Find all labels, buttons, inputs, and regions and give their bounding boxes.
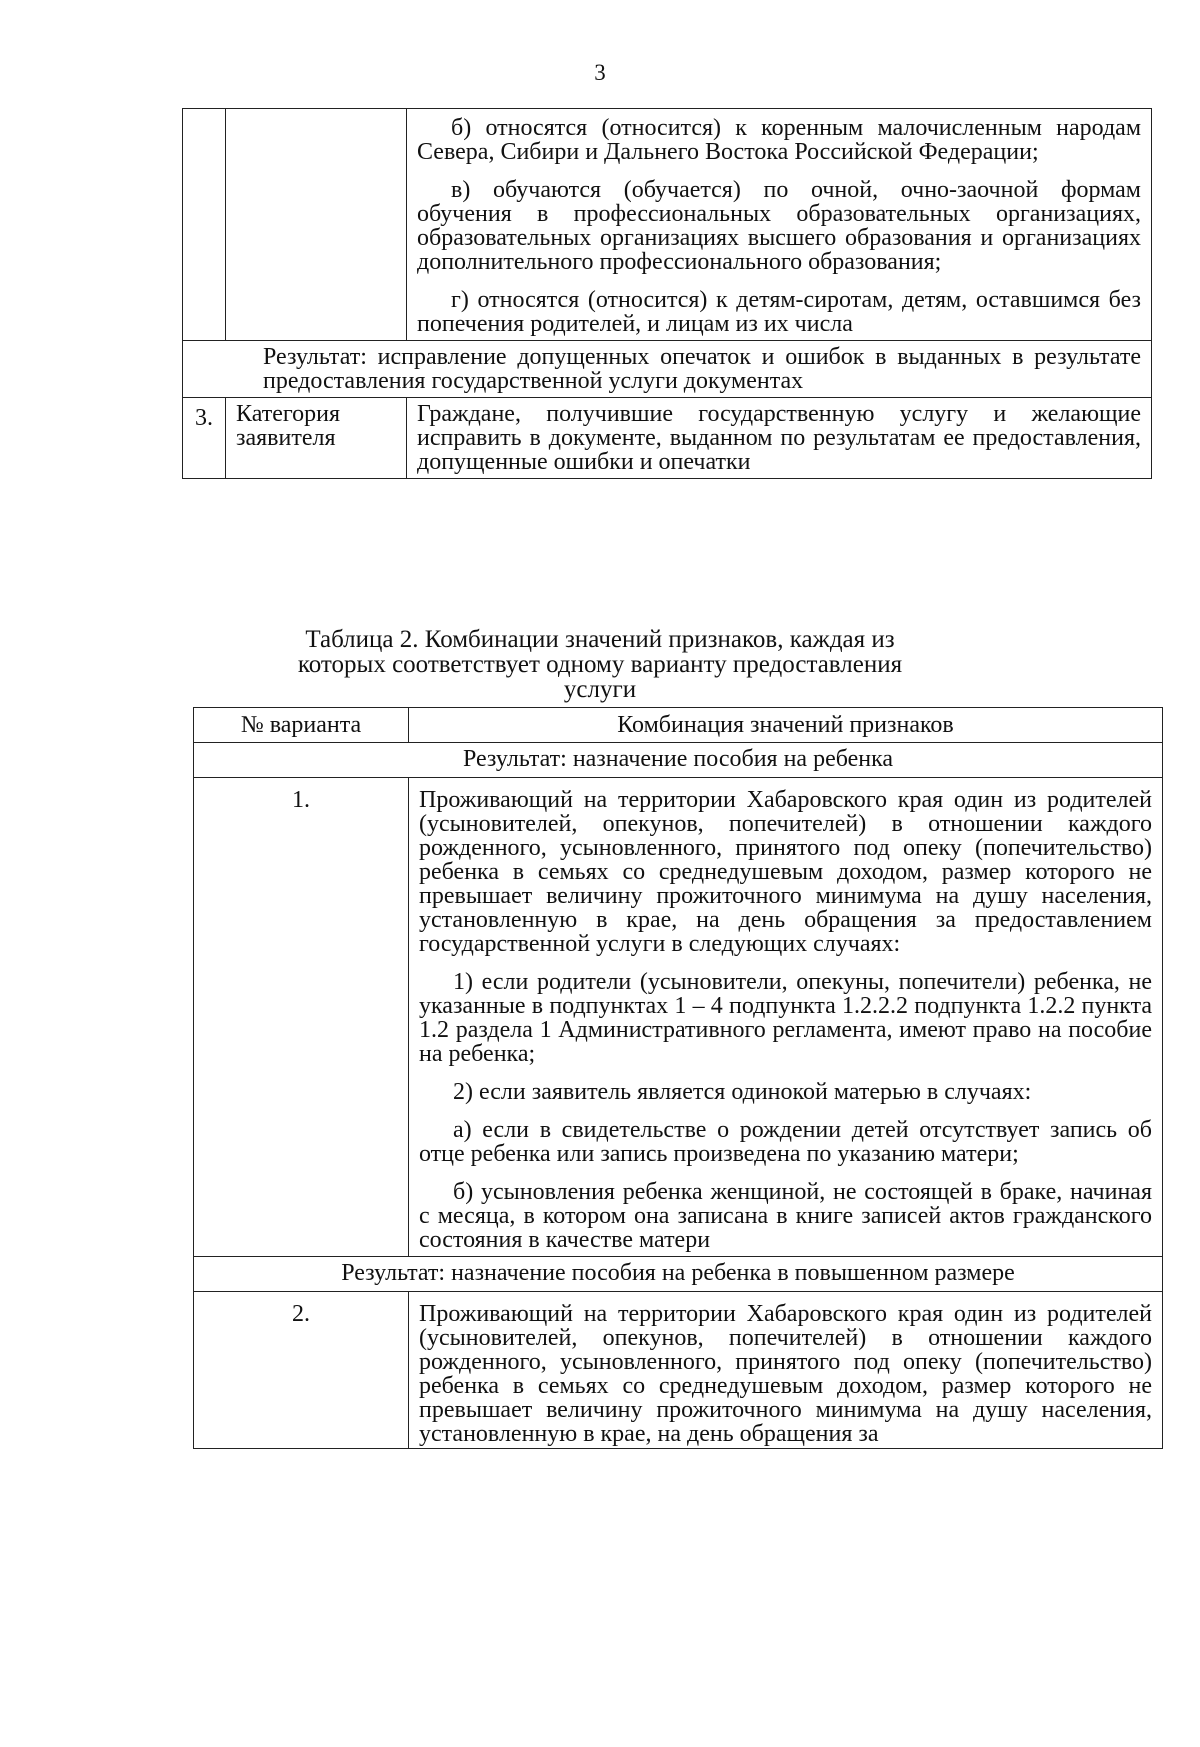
paragraph: Проживающий на территории Хабаровского края один из родителей (усыновителей, опекунов, попечителей) в отношении каждого рожденного, усыновленного, принятого под опеку (попечительство) ребенка в семьях со среднедушевым доходом, размер которого не превышает величину прожиточного минимума на душу населения, установленную в крае, на день обращения за предоставлением государственной услуги в следующих случаях:	[419, 787, 1152, 957]
page-number: 3	[594, 60, 606, 85]
table-row	[194, 778, 1163, 1257]
table-row	[194, 1257, 1163, 1292]
list-item: г) относятся (относится) к детям-сиротам, детям, оставшимся без попечения родителей, и лицам из их числа	[417, 287, 1141, 337]
list-item: в) обучаются (обучается) по очной, очно-заочной формам обучения в профессиональных образовательных организациях, образовательных организациях высшего образования и организациях дополнительного профессионального образования;	[417, 177, 1141, 275]
result-row	[183, 341, 1152, 398]
variant-combination	[409, 1292, 1163, 1449]
table-caption: Таблица 2. Комбинации значений признаков, каждая из которых соответствует одному варианту предоставления услуги	[297, 626, 903, 703]
row-value-text: Граждане, получившие государственную услугу и желающие исправить в документе, выданном по результатам ее предоставления, допущенные ошибки и опечатки	[417, 401, 1141, 475]
number-cell	[183, 109, 226, 341]
table-row	[183, 398, 1152, 479]
row-number: 3.	[183, 398, 226, 479]
row-label: Категория заявителя	[226, 398, 407, 479]
value-cell	[407, 109, 1152, 341]
table-header-row	[194, 708, 1163, 743]
table-row	[183, 341, 1152, 398]
paragraph: б) усыновления ребенка женщиной, не состоящей в браке, начиная с месяца, в котором она записана в книге записей актов гражданского состояния в качестве матери	[419, 1179, 1152, 1253]
variant-number: 1.	[194, 778, 409, 1257]
result-row: Результат: назначение пособия на ребенка	[194, 743, 1163, 778]
header-variant: № варианта	[194, 708, 409, 743]
row-value	[407, 398, 1152, 479]
table-1	[182, 108, 1152, 479]
list-item: б) относятся (относится) к коренным малочисленным народам Севера, Сибири и Дальнего Востока Российской Федерации;	[417, 115, 1141, 165]
paragraph: 1) если родители (усыновители, опекуны, попечители) ребенка, не указанные в подпунктах 1 – 4 подпункта 1.2.2.2 подпункта 1.2.2 пункта 1.2 раздела 1 Административного регламента, имеют право на пособие на ребенка;	[419, 969, 1152, 1067]
header-combination: Комбинация значений признаков	[409, 708, 1163, 743]
paragraph: а) если в свидетельстве о рождении детей отсутствует запись об отце ребенка или запись произведена по указанию матери;	[419, 1117, 1152, 1167]
table-row	[194, 743, 1163, 778]
table-row	[194, 1292, 1163, 1449]
result-text: Результат: исправление допущенных опечаток и ошибок в выданных в результате предоставления государственной услуги документах	[263, 344, 1141, 394]
variant-number: 2.	[194, 1292, 409, 1449]
variant-combination	[409, 778, 1163, 1257]
table-2	[193, 707, 1163, 1449]
paragraph: Проживающий на территории Хабаровского края один из родителей (усыновителей, опекунов, попечителей) в отношении каждого рожденного, усыновленного, принятого под опеку (попечительство) ребенка в семьях со среднедушевым доходом, размер которого не превышает величину прожиточного минимума на душу населения, установленную в крае, на день обращения за	[419, 1301, 1152, 1447]
result-row: Результат: назначение пособия на ребенка в повышенном размере	[194, 1257, 1163, 1292]
label-cell	[226, 109, 407, 341]
paragraph: 2) если заявитель является одинокой матерью в случаях:	[453, 1079, 1032, 1105]
table-row	[183, 109, 1152, 341]
